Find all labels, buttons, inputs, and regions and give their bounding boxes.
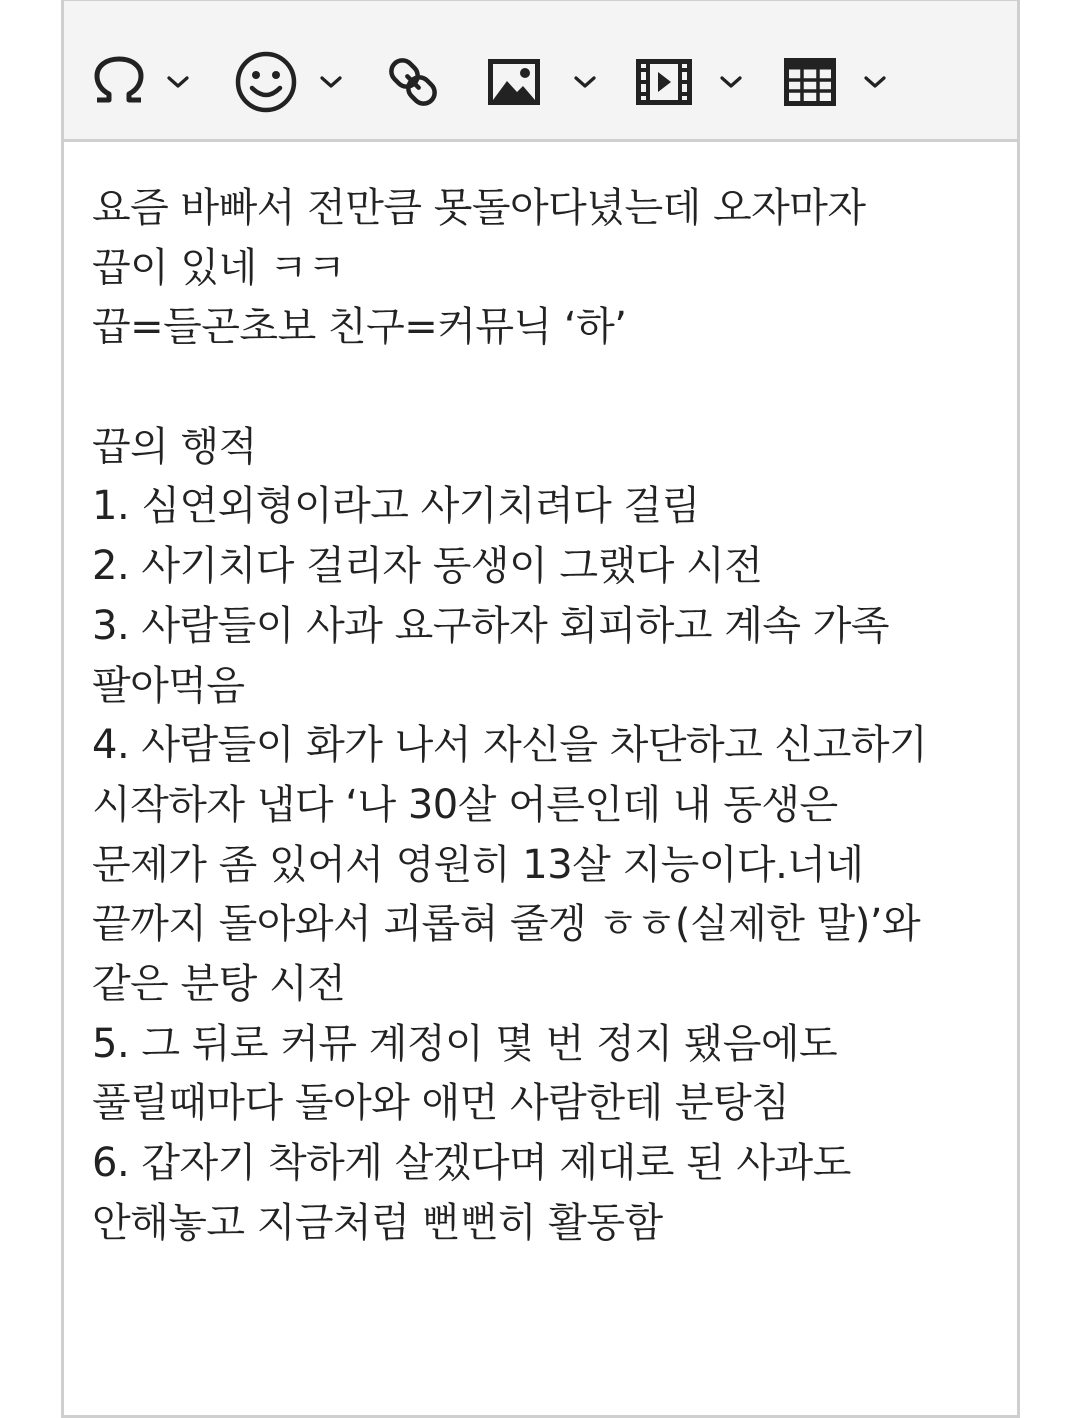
image-icon — [488, 59, 540, 105]
video-icon — [636, 59, 692, 105]
link-icon — [387, 54, 439, 110]
editor-content-area[interactable] — [92, 179, 997, 1253]
content-line: 4. 사람들이 화가 나서 자신을 차단하고 신고하기 — [92, 722, 928, 769]
content-line: 5. 그 뒤로 커뮤 계정이 몇 번 정지 됐음에도 — [92, 1020, 838, 1067]
content-line: 문제가 좀 있어서 영원히 13살 지능이다.너네 — [92, 841, 864, 888]
content-line: 팔아먹음 — [92, 662, 245, 709]
special-characters-button[interactable] — [91, 49, 189, 115]
link-button[interactable] — [387, 49, 439, 115]
content-line: 6. 갑자기 착하게 살겠다며 제대로 된 사과도 — [92, 1140, 851, 1186]
content-line: 풀릴때마다 돌아와 애먼 사람한테 분탕침 — [92, 1080, 790, 1127]
content-line: 같은 분탕 시전 — [92, 960, 346, 1007]
image-button[interactable] — [488, 49, 596, 115]
chevron-down-icon — [720, 75, 742, 89]
omega-icon — [91, 54, 147, 110]
content-line: 안해놓고 지금처럼 뻔뻔히 활동함 — [92, 1199, 663, 1246]
content-line: 3. 사람들이 사과 요구하자 회피하고 계속 가족 — [92, 602, 889, 649]
smiley-icon — [234, 50, 298, 114]
chevron-down-icon — [574, 75, 596, 89]
content-line: 끕=들곤초보 친구=커뮤닉 ‘하’ — [92, 304, 627, 351]
rich-text-editor — [61, 0, 1020, 1418]
content-line: 끝까지 돌아와서 괴롭혀 줄겡 ㅎㅎ(실제한 말)’와 — [92, 901, 921, 948]
content-line: 끕이 있네 ㅋㅋ — [92, 244, 346, 291]
content-line: 1. 심연외형이라고 사기치려다 걸림 — [92, 483, 700, 530]
content-line: 2. 사기치다 걸리자 동생이 그랬다 시전 — [92, 543, 763, 590]
content-line — [92, 358, 997, 418]
chevron-down-icon — [320, 75, 342, 89]
table-button[interactable] — [784, 49, 886, 115]
content-line: 시작하자 냅다 ‘나 30살 어른인데 내 동생은 — [92, 781, 838, 828]
content-line: 요즘 바빠서 전만큼 못돌아다녔는데 오자마자 — [92, 185, 866, 231]
emoticons-button[interactable] — [234, 49, 342, 115]
chevron-down-icon — [864, 75, 886, 89]
editor-toolbar — [64, 1, 1017, 142]
video-button[interactable] — [636, 49, 742, 115]
chevron-down-icon — [167, 75, 189, 89]
table-icon — [784, 58, 836, 106]
content-line: 끕의 행적 — [92, 423, 257, 470]
